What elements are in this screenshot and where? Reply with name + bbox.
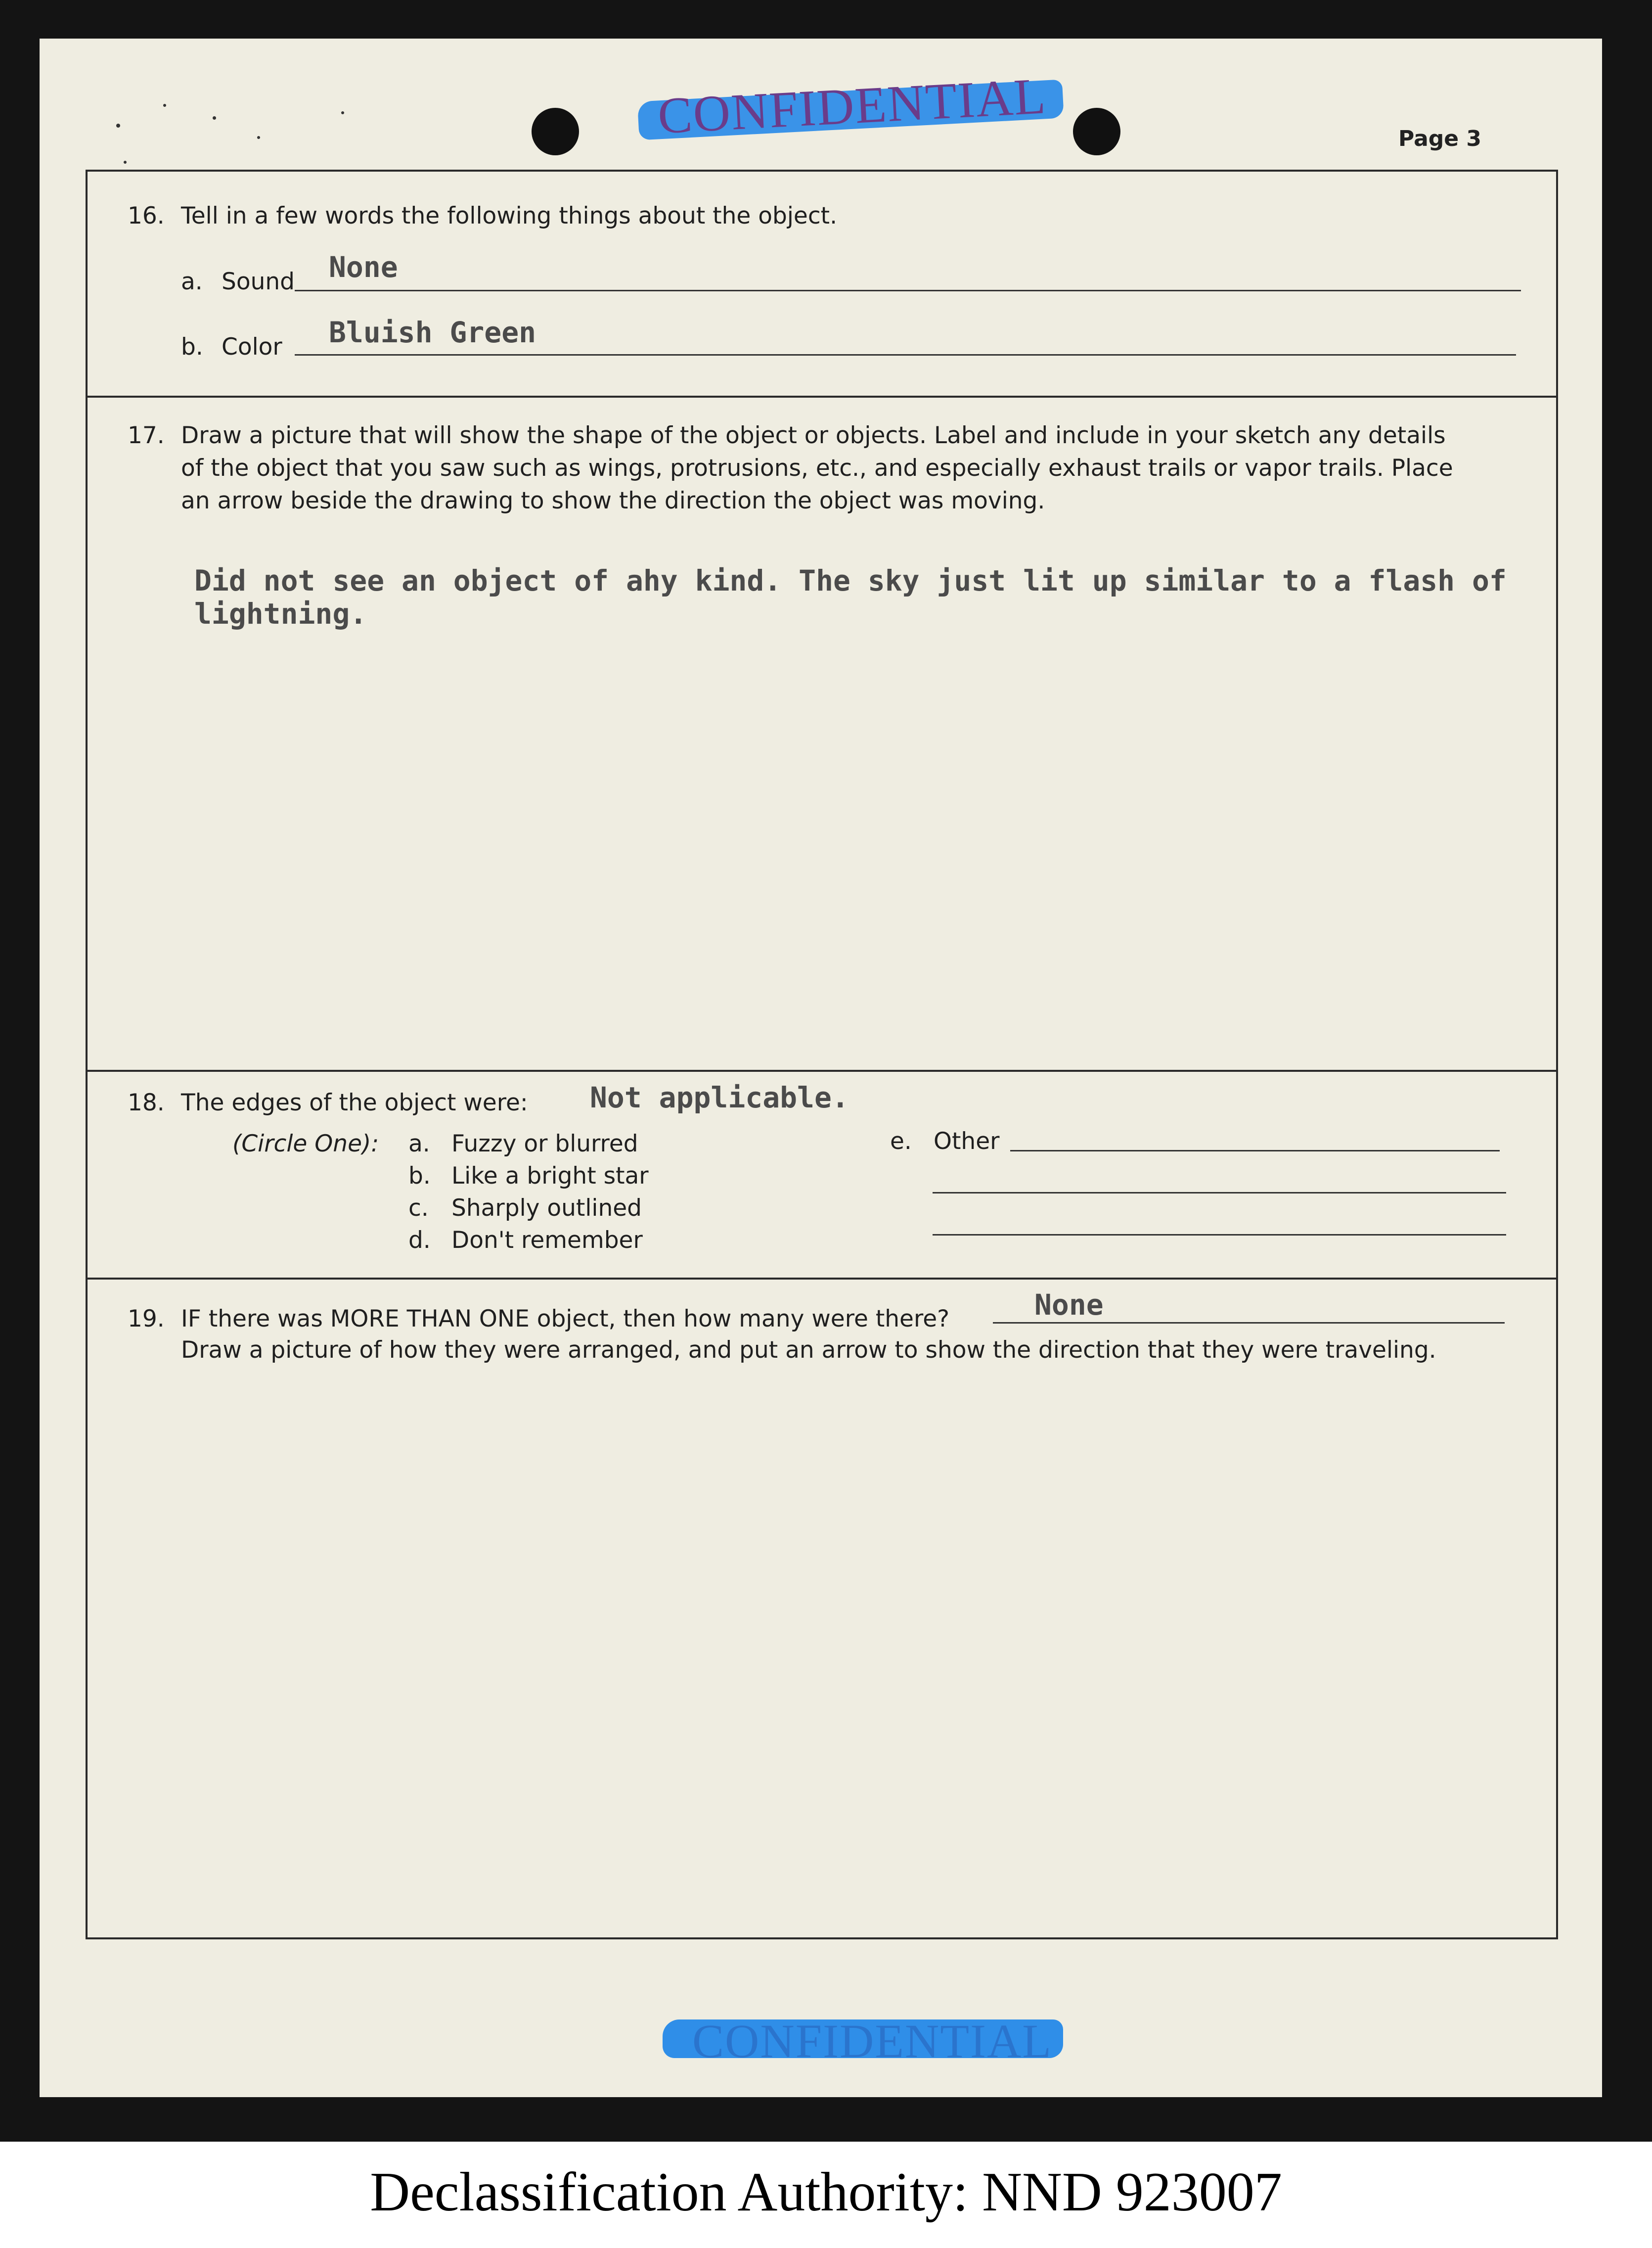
section-divider bbox=[86, 396, 1558, 398]
confidential-stamp-bottom bbox=[663, 2011, 1063, 2065]
option-letter: d. bbox=[408, 1227, 431, 1254]
q19-number: 19. bbox=[128, 1305, 165, 1332]
q17-line-3: an arrow beside the drawing to show the direction the object was moving. bbox=[181, 487, 1045, 514]
other-field-line bbox=[933, 1234, 1506, 1236]
stamp-text: CONFIDENTIAL bbox=[656, 67, 1048, 145]
edges-answer: Not applicable. bbox=[590, 1081, 849, 1114]
option-bright-star: Like a bright star bbox=[451, 1162, 649, 1190]
q16-text: Tell in a few words the following things about the object. bbox=[181, 202, 838, 229]
speck bbox=[124, 161, 127, 164]
section-divider bbox=[86, 1070, 1558, 1072]
page-number: Page 3 bbox=[1398, 126, 1482, 151]
option-letter: b. bbox=[408, 1162, 431, 1190]
speck bbox=[257, 136, 260, 139]
option-dont-remember: Don't remember bbox=[451, 1227, 643, 1254]
q17-line-2: of the object that you saw such as wings, protrusions, etc., and especially exhaust trails or vapor trails. Place bbox=[181, 455, 1453, 482]
q17-number: 17. bbox=[128, 422, 165, 449]
q16a-letter: a. bbox=[181, 268, 203, 295]
color-value: Bluish Green bbox=[329, 316, 536, 349]
option-letter: e. bbox=[890, 1128, 912, 1155]
q16b-letter: b. bbox=[181, 333, 203, 361]
declassification-authority: Declassification Authority: NND 923007 bbox=[370, 2161, 1282, 2223]
count-field-line bbox=[993, 1322, 1505, 1324]
sound-field-line bbox=[295, 290, 1521, 291]
section-divider bbox=[86, 1278, 1558, 1280]
option-other-label: Other bbox=[934, 1128, 1000, 1155]
punch-hole-right bbox=[1073, 108, 1120, 155]
q18-text: The edges of the object were: bbox=[181, 1089, 528, 1116]
q17-line-1: Draw a picture that will show the shape of the object or objects. Label and include in your sketch any details bbox=[181, 422, 1446, 449]
punch-hole-left bbox=[532, 108, 579, 155]
q16-number: 16. bbox=[128, 202, 165, 229]
q18-number: 18. bbox=[128, 1089, 165, 1116]
q16a-label: Sound bbox=[222, 268, 295, 295]
option-sharply-outlined: Sharply outlined bbox=[451, 1194, 642, 1222]
option-letter: c. bbox=[408, 1194, 429, 1222]
q19-line-2: Draw a picture of how they were arranged, and put an arrow to show the direction that they were traveling. bbox=[181, 1336, 1436, 1364]
option-letter: a. bbox=[408, 1130, 430, 1157]
color-field-line bbox=[295, 354, 1516, 356]
option-fuzzy: Fuzzy or blurred bbox=[451, 1130, 638, 1157]
circle-one-label: (Circle One): bbox=[232, 1130, 379, 1157]
sound-value: None bbox=[329, 250, 398, 284]
speck bbox=[341, 111, 344, 114]
speck bbox=[213, 116, 216, 120]
stamp-text: CONFIDENTIAL bbox=[692, 2015, 1052, 2067]
q16b-label: Color bbox=[222, 333, 282, 361]
q17-answer-line-2: lightning. bbox=[194, 597, 367, 631]
speck bbox=[163, 104, 166, 107]
q17-answer-line-1: Did not see an object of ahy kind. The sky just lit up similar to a flash of bbox=[194, 564, 1507, 597]
other-field-line bbox=[1010, 1150, 1500, 1151]
other-field-line bbox=[933, 1192, 1506, 1193]
speck bbox=[116, 124, 120, 128]
q19-line-1: IF there was MORE THAN ONE object, then how many were there? bbox=[181, 1305, 950, 1332]
count-answer: None bbox=[1034, 1288, 1104, 1322]
